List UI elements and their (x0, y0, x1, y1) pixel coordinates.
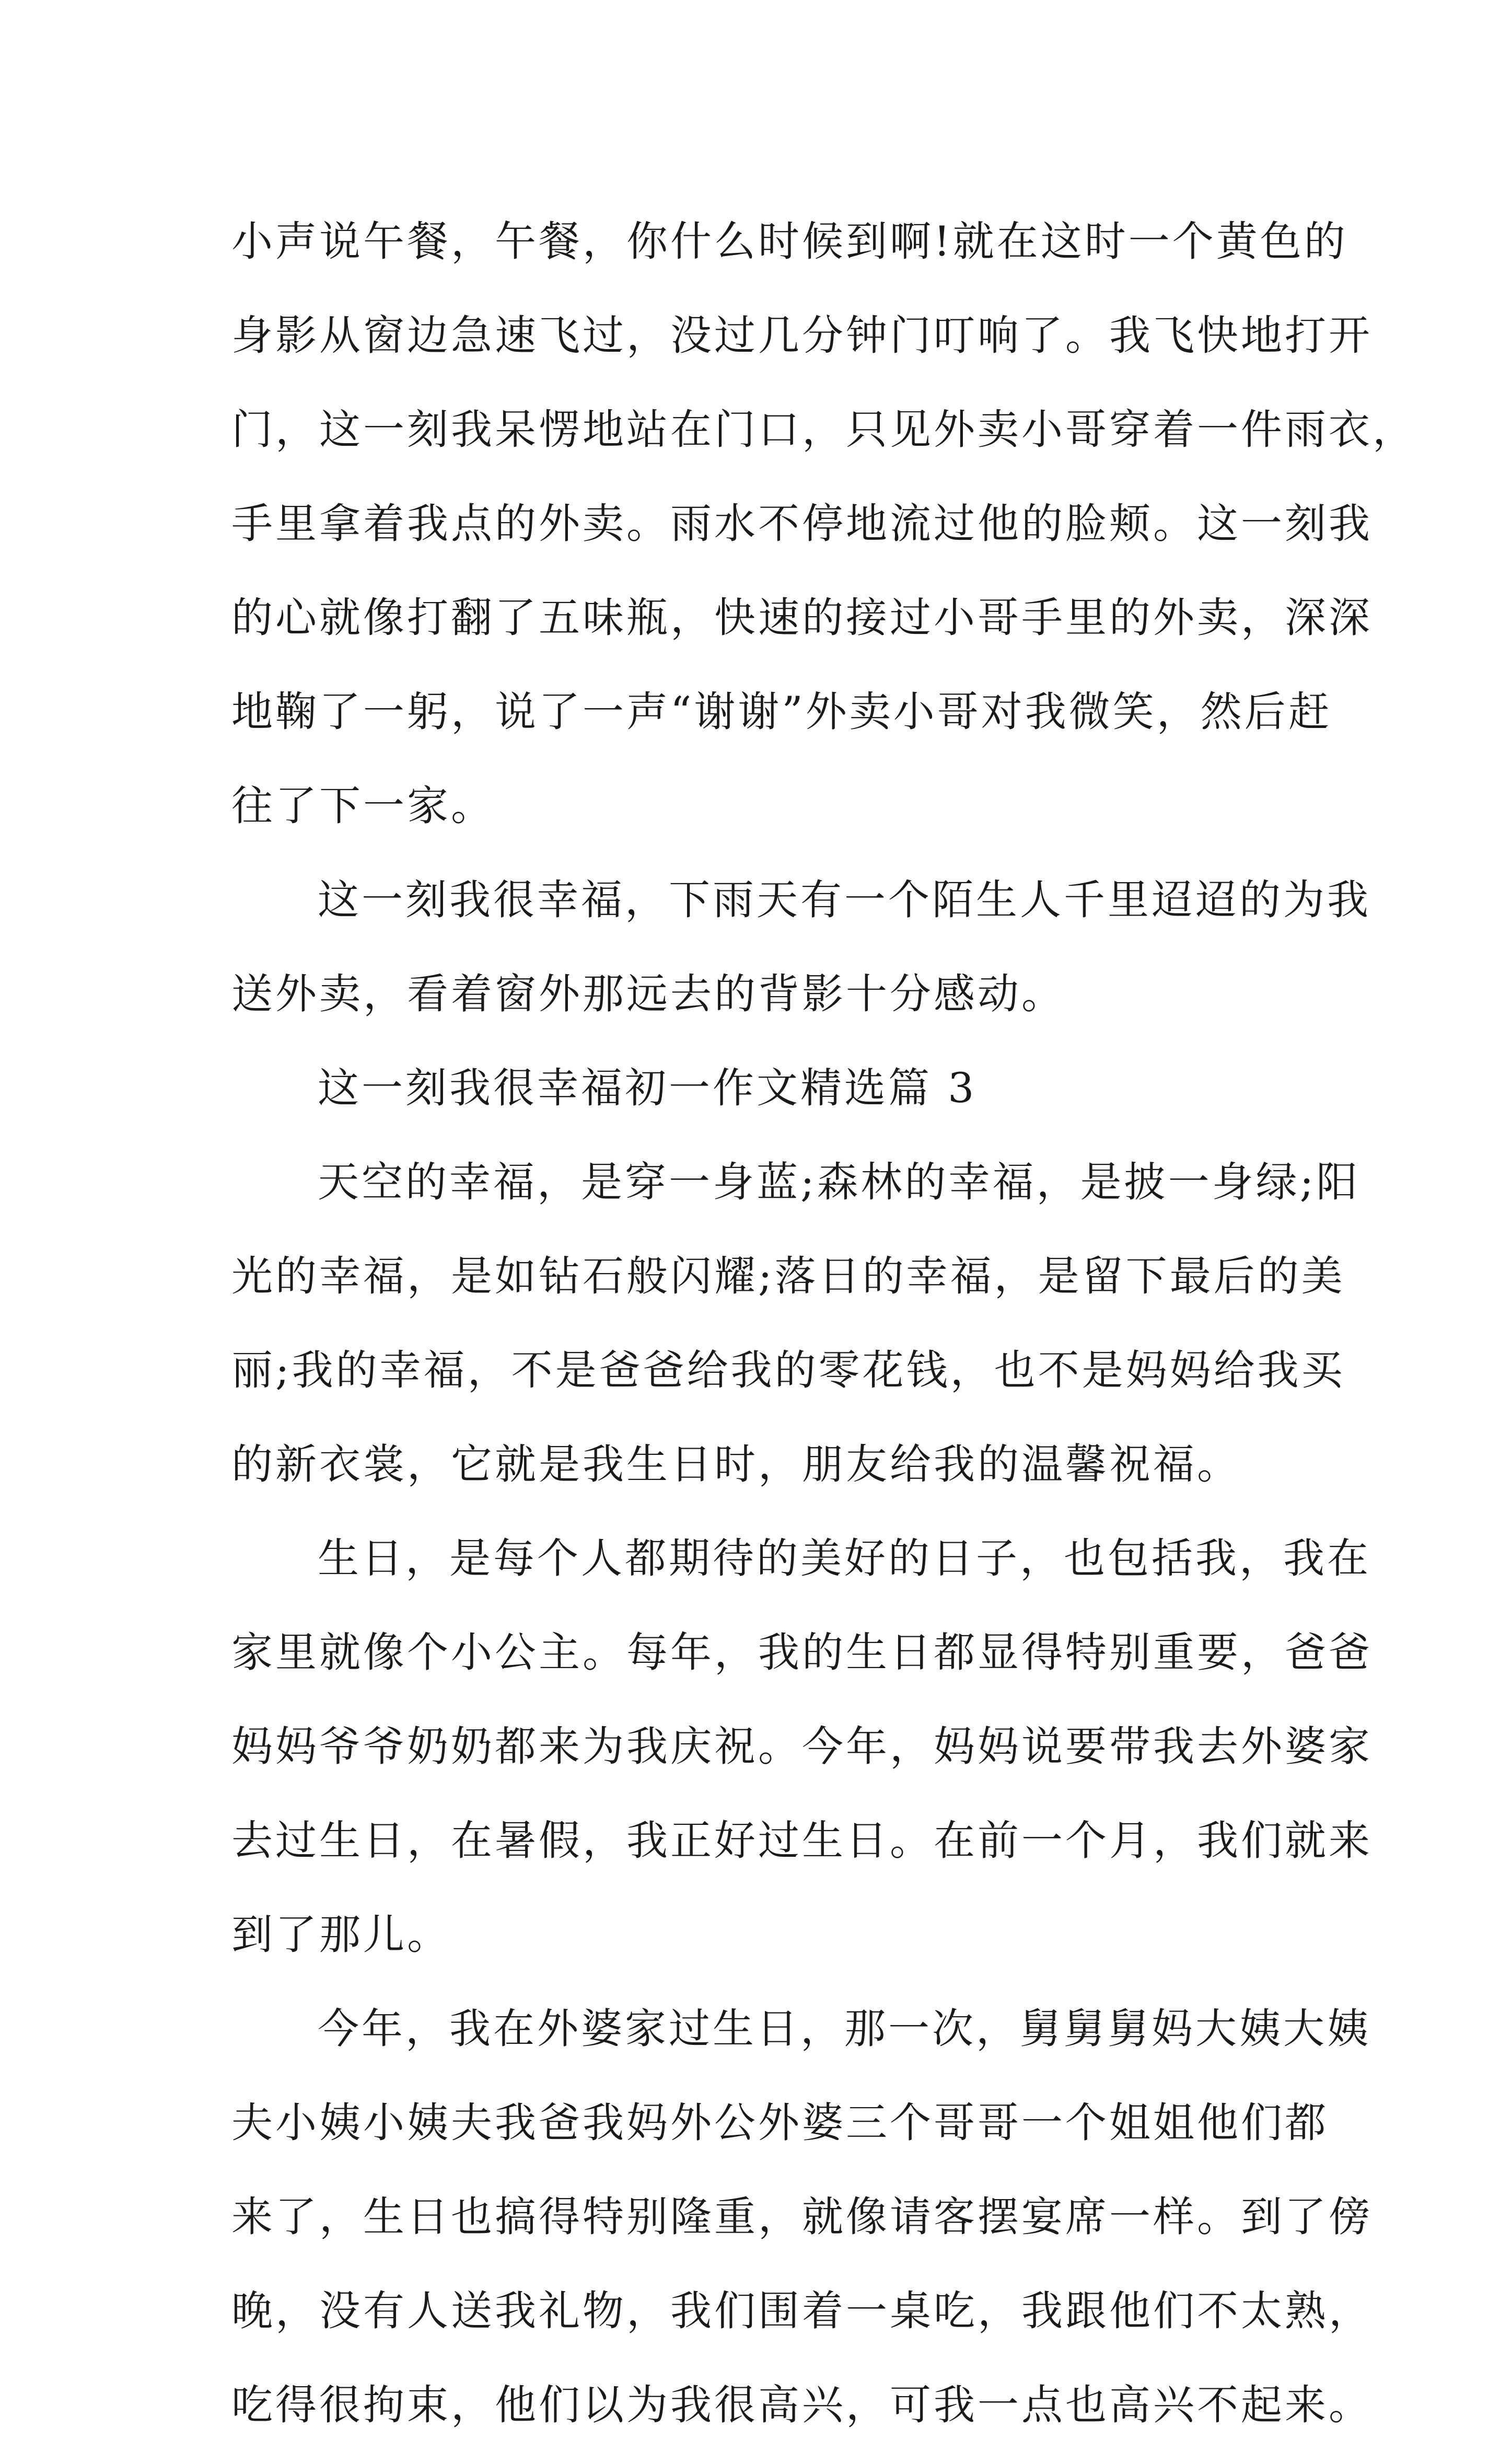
text-line: 的心就像打翻了五味瓶，快速的接过小哥手里的外卖，深深 (231, 594, 1373, 642)
text-line: 小声说午餐，午餐，你什么时候到啊!就在这时一个黄色的 (231, 217, 1348, 265)
text-line: 晚，没有人送我礼物，我们围着一桌吃，我跟他们不太熟， (231, 2287, 1373, 2335)
text-line: 生日，是每个人都期待的美好的日子，也包括我，我在 (318, 1534, 1371, 1582)
text-line: 吃得很拘束，他们以为我很高兴，可我一点也高兴不起来。 (231, 2381, 1373, 2429)
text-line: 手里拿着我点的外卖。雨水不停地流过他的脸颊。这一刻我 (231, 500, 1373, 548)
text-line: 光的幸福，是如钻石般闪耀;落日的幸福，是留下最后的美 (231, 1252, 1345, 1300)
text-line: 丽;我的幸福，不是爸爸给我的零花钱，也不是妈妈给我买 (231, 1346, 1345, 1394)
text-line: 到了那儿。 (231, 1911, 451, 1959)
text-line: 妈妈爷爷奶奶都来为我庆祝。今年，妈妈说要带我去外婆家 (231, 1722, 1373, 1771)
text-line: 去过生日，在暑假，我正好过生日。在前一个月，我们就来 (231, 1817, 1373, 1865)
text-line: 来了，生日也搞得特别隆重，就像请客摆宴席一样。到了傍 (231, 2193, 1373, 2241)
text-line: 地鞠了一躬，说了一声“谢谢”外卖小哥对我微笑，然后赶 (231, 688, 1332, 736)
text-line: 今年，我在外婆家过生日，那一次，舅舅舅妈大姨大姨 (318, 2005, 1371, 2053)
text-line: 的新衣裳，它就是我生日时，朋友给我的温馨祝福。 (231, 1440, 1241, 1488)
text-line: 夫小姨小姨夫我爸我妈外公外婆三个哥哥一个姐姐他们都 (231, 2099, 1329, 2147)
text-line: 送外卖，看着窗外那远去的背影十分感动。 (231, 970, 1065, 1018)
text-line: 这一刻我很幸福初一作文精选篇 3 (318, 1064, 977, 1112)
text-line: 天空的幸福，是穿一身蓝;森林的幸福，是披一身绿;阳 (318, 1158, 1360, 1206)
text-line: 门，这一刻我呆愣地站在门口，只见外卖小哥穿着一件雨衣， (231, 406, 1416, 454)
text-line: 家里就像个小公主。每年，我的生日都显得特别重要，爸爸 (231, 1628, 1373, 1676)
text-line: 往了下一家。 (231, 782, 495, 830)
body-text (231, 194, 1416, 2452)
text-line: 这一刻我很幸福，下雨天有一个陌生人千里迢迢的为我 (318, 876, 1371, 924)
text-line: 身影从窗边急速飞过，没过几分钟门叮响了。我飞快地打开 (231, 311, 1373, 360)
